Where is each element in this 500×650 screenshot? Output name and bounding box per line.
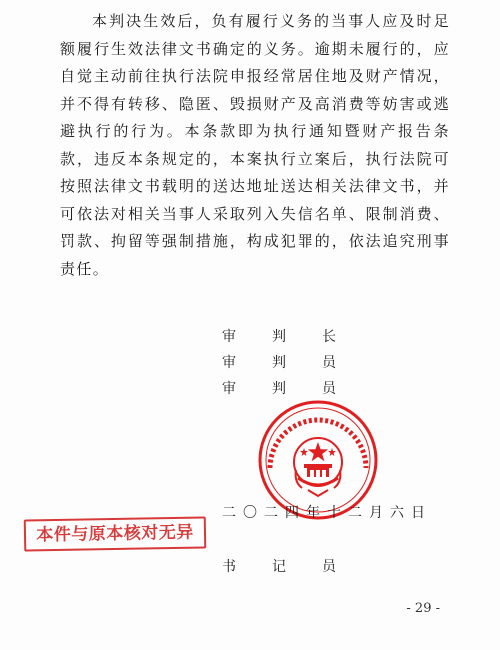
juror-line-2 bbox=[222, 378, 372, 398]
clerk-line bbox=[222, 556, 372, 576]
juror-line-1 bbox=[222, 352, 372, 372]
judgment-body-paragraph: 本判决生效后，负有履行义务的当事人应及时足额履行生效法律文书确定的义务。逾期未履行的，应自觉主动前往执行法院申报经常居住地及财产情况，并不得有转移、隐匿、毁损财产及高消费等妨害或逃避执行的行为。本条款即为执行通知暨财产报告条款，违反本条规定的，本案执行立案后，执行法院可按照法律文书载明的送达地址送达相关法律文书，并可依法对相关当事人采取列入失信名单、限制消费、罚款、拘留等强制措施，构成犯罪的，依法追究刑事责任。 bbox=[60, 12, 450, 278]
juror-title-1: 审判员 bbox=[222, 355, 372, 371]
presiding-judge-line bbox=[222, 326, 372, 346]
judgment-date: 二〇二四年十二月六日 bbox=[222, 505, 432, 521]
page-number: - 29 - bbox=[406, 601, 440, 616]
presiding-judge-title: 审判长 bbox=[222, 329, 372, 345]
certified-copy-stamp: 本件与原本核对无异 bbox=[24, 516, 207, 551]
clerk-title: 书记员 bbox=[222, 559, 372, 575]
juror-title-2: 审判员 bbox=[222, 381, 372, 397]
